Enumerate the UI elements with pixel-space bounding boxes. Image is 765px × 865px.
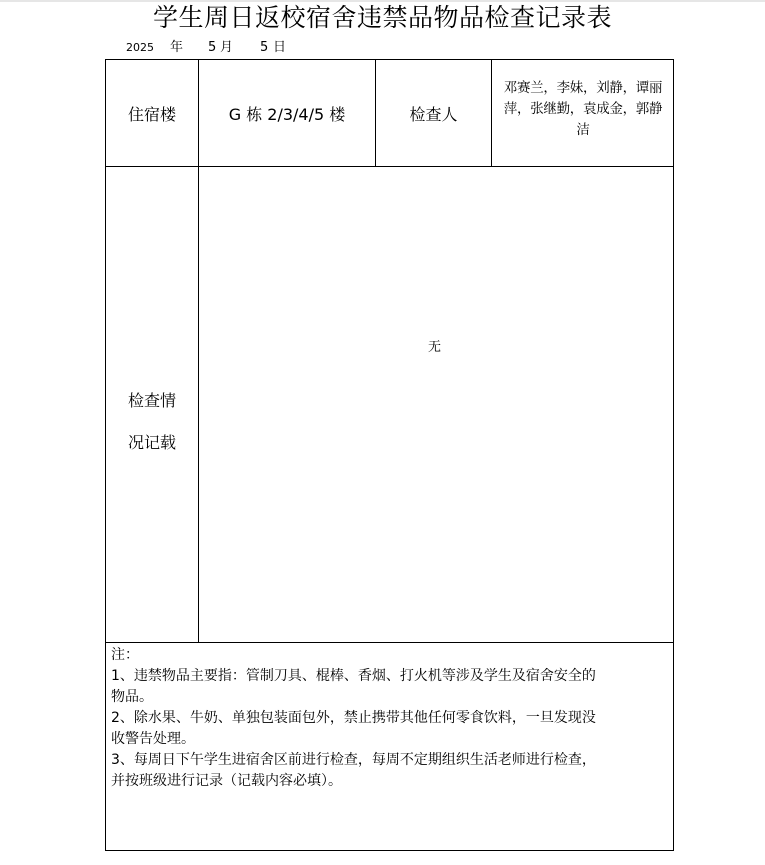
- date-month: 5: [208, 40, 217, 55]
- table-border-bottom: [105, 850, 674, 851]
- record-label-line: 检查情: [127, 391, 176, 410]
- notes-heading: 注：: [111, 647, 139, 663]
- note-line: 2、除水果、牛奶、单独包装面包外，禁止携带其他任何零食饮料，一旦发现没: [111, 710, 596, 726]
- table-col-divider: [491, 59, 492, 167]
- inspector-label: 检查人: [409, 104, 458, 124]
- date-year-label: 年: [170, 40, 184, 55]
- inspector-line: 邓赛兰，李妹，刘静，谭丽: [503, 80, 663, 96]
- building-value: G 栋 2/3/4/5 楼: [228, 104, 346, 124]
- record-value: 无: [428, 340, 442, 355]
- notes-section: [111, 645, 671, 792]
- date-day: 5: [260, 40, 269, 55]
- note-line: 1、违禁物品主要指：管制刀具、棍棒、香烟、打火机等涉及学生及宿舍安全的: [111, 668, 596, 684]
- date-month-label: 月: [220, 40, 234, 55]
- date-day-label: 日: [273, 40, 287, 55]
- record-label: [106, 380, 198, 464]
- note-line: 收警告处理。: [111, 731, 195, 747]
- record-label-line: 况记载: [127, 433, 176, 452]
- table-row-divider: [105, 642, 674, 643]
- form-title: 学生周日返校宿舍违禁品物品检查记录表: [152, 3, 612, 32]
- table-border-right: [673, 59, 674, 851]
- note-line: 物品。: [111, 689, 153, 705]
- date-year: 2025: [126, 41, 154, 54]
- note-line: 3、每周日下午学生进宿舍区前进行检查，每周不定期组织生活老师进行检查，: [111, 752, 596, 768]
- inspector-names: [495, 78, 671, 141]
- building-label: 住宿楼: [127, 104, 176, 124]
- inspector-line: 洁: [576, 122, 590, 138]
- note-line: 并按班级进行记录（记载内容必填）。: [111, 773, 342, 789]
- inspector-line: 萍，张继勤，袁成金，郭静: [503, 101, 663, 117]
- table-row-divider: [105, 166, 674, 167]
